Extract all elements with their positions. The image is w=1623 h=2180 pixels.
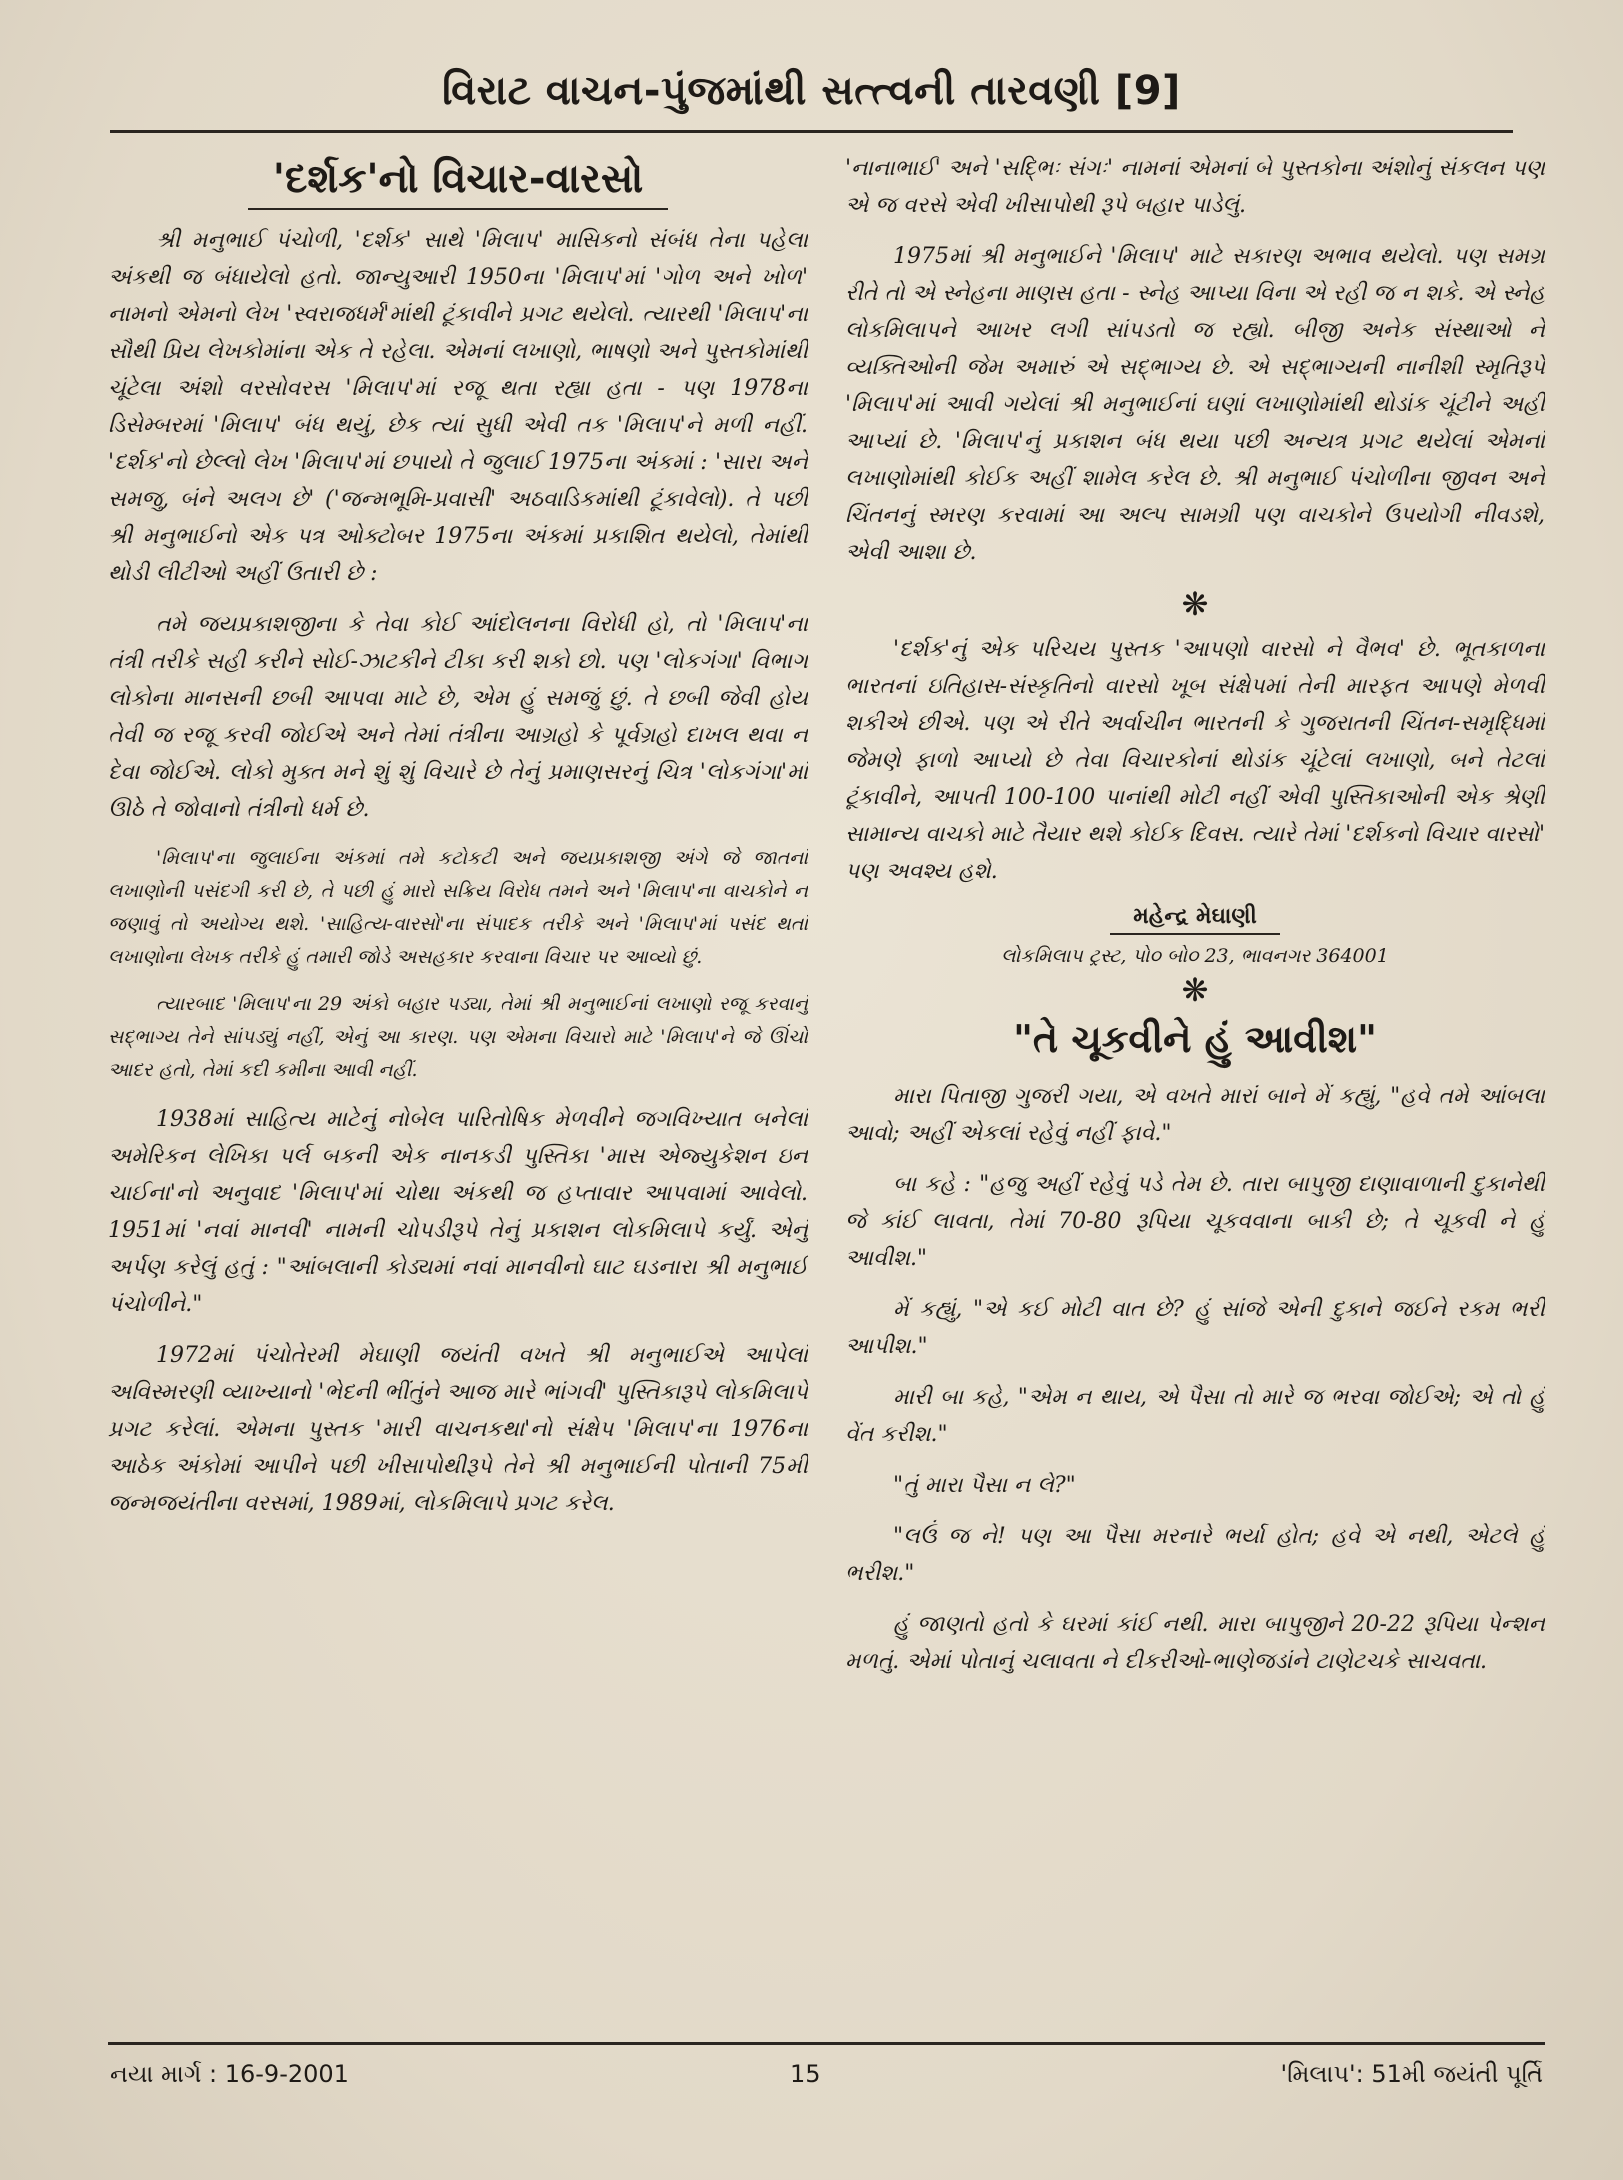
story-paragraph: મેં કહ્યું, "એ કઈ મોટી વાત છે? હું સાંજે એની દુકાને જઈને રકમ ભરી આપીશ." [845, 1297, 1545, 1359]
page-number: 15 [790, 2060, 821, 2088]
footer-supplement-name: 'મિલાપ': 51મી જયંતી પૂર્તિ [1280, 2060, 1543, 2088]
story-paragraph: મારી બા કહે, "એમ ન થાય, એ પૈસા તો મારે જ ભરવા જોઈએ; એ તો હું વેંત કરીશ." [845, 1385, 1545, 1447]
article-paragraph: 1975માં શ્રી મનુભાઈને 'મિલાપ' માટે સકારણ અભાવ થયેલો. પણ સમગ્ર રીતે તો એ સ્નેહના માણસ હતા - સ્નેહ આપ્યા વિના એ રહી જ ન શકે. એ સ્નેહ લોકમિલાપને આખર લગી સાંપડતો જ રહ્યો. બીજી અનેક સંસ્થાઓ ને વ્યક્તિઓની જેમ અમારું એ સદ્ભાગ્ય છે. એ સદ્ભાગ્યની નાનીશી સ્મૃતિરૂપે 'મિલાપ'માં આવી ગયેલાં શ્રી મનુભાઈનાં ઘણાં લખાણોમાંથી થોડાંક ચૂંટીને અહીં આપ્યાં છે. 'મિલાપ'નું પ્રકાશન બંધ થયા પછી અન્યત્ર પ્રગટ થયેલાં એમનાં લખાણોમાંથી કોઈક અહીં શામેલ કરેલ છે. શ્રી મનુભાઈ પંચોળીના જીવન અને ચિંતનનું સ્મરણ કરવામાં આ અલ્પ સામગ્રી પણ વાચકોને ઉપયોગી નીવડશે, એવી આશા છે. [845, 244, 1545, 565]
article-paragraph: 'નાનાભાઈ' અને 'સદ્ભિઃ સંગઃ' નામનાં એમનાં બે પુસ્તકોના અંશોનું સંકલન પણ એ જ વરસે એવી ખીસાપોથી રૂપે બહાર પાડેલું. [845, 156, 1545, 218]
story-paragraph: મારા પિતાજી ગુજરી ગયા, એ વખતે મારાં બાને મેં કહ્યું, "હવે તમે આંબલા આવો; અહીં એકલાં રહેવું નહીં ફાવે." [845, 1084, 1545, 1146]
article-paragraph: શ્રી મનુભાઈ પંચોળી, 'દર્શક' સાથે 'મિલાપ' માસિકનો સંબંધ તેના પહેલા અંકથી જ બંધાયેલો હતો. જાન્યુઆરી 1950ના 'મિલાપ'માં 'ગોળ અને ખોળ' નામનો એમનો લેખ 'સ્વરાજધર્મ'માંથી ટૂંકાવીને પ્રગટ થયેલો. ત્યારથી 'મિલાપ'ના સૌથી પ્રિય લેખકોમાંના એક તે રહેલા. એમનાં લખાણો, ભાષણો અને પુસ્તકોમાંથી ચૂંટેલા અંશો વરસોવરસ 'મિલાપ'માં રજૂ થતા રહ્યા હતા - પણ 1978ના ડિસેમ્બરમાં 'મિલાપ' બંધ થયું, છેક ત્યાં સુધી એવી તક 'મિલાપ'ને મળી નહીં. 'દર્શક'નો છેલ્લો લેખ 'મિલાપ'માં છપાયો તે જુલાઈ 1975ના અંકમાં : 'સારા અને સમજુ, બંને અલગ છે' ('જન્મભૂમિ-પ્રવાસી' અઠવાડિકમાંથી ટૂંકાવેલો). તે પછી શ્રી મનુભાઈનો એક પત્ર ઓક્ટોબર 1975ના અંકમાં પ્રકાશિત થયેલો, તેમાંથી થોડી લીટીઓ અહીં ઉતારી છે : [108, 228, 808, 586]
flower-ornament-icon: ❋ [1181, 971, 1209, 1009]
page-header [110, 68, 1513, 128]
signature-underline [1110, 933, 1280, 935]
article-paragraph: 'દર્શક'નું એક પરિચય પુસ્તક 'આપણો વારસો ને વૈભવ' છે. ભૂતકાળના ભારતનાં ઇતિહાસ-સંસ્કૃતિનો વારસો ખૂબ સંક્ષેપમાં તેની મારફત આપણે મેળવી શકીએ છીએ. પણ એ રીતે અર્વાચીન ભારતની કે ગુજરાતની ચિંતન-સમૃદ્ધિમાં જેમણે ફાળો આપ્યો છે તેવા વિચારકોનાં થોડાંક ચૂંટેલાં લખાણો, બને તેટલાં ટૂંકાવીને, આપતી 100-100 પાનાંથી મોટી નહીં એવી પુસ્તિકાઓની એક શ્રેણી સામાન્ય વાચકો માટે તૈયાર થશે કોઈક દિવસ. ત્યારે તેમાં 'દર્શકનો વિચાર વારસો' પણ અવશ્ય હશે. [845, 637, 1545, 884]
story-paragraph: બા કહે : "હજુ અહીં રહેવું પડે તેમ છે. તારા બાપુજી દાણાવાળાની દુકાનેથી જે કાંઈ લાવતા, તેમાં 70-80 રૂપિયા ચૂકવવાના બાકી છે; તે ચૂકવી ને હું આવીશ." [845, 1172, 1545, 1271]
footer-rule [108, 2042, 1545, 2045]
flower-ornament-icon: ❋ [1181, 585, 1209, 623]
article-paragraph: 1972માં પંચોતેરમી મેઘાણી જયંતી વખતે શ્રી મનુભાઈએ આપેલાં અવિસ્મરણી વ્યાખ્યાનો 'ભેદની ભીંતુંને આજ મારે ભાંગવી' પુસ્તિકારૂપે લોકમિલાપે પ્રગટ કરેલાં. એમના પુસ્તક 'મારી વાચનકથા'નો સંક્ષેપ 'મિલાપ'ના 1976ના આઠેક અંકોમાં આપીને પછી ખીસાપોથીરૂપે તેને શ્રી મનુભાઈની પોતાની 75મી જન્મજયંતીના વરસમાં, 1989માં, લોકમિલાપે પ્રગટ કરેલ. [108, 1343, 808, 1516]
left-column [108, 150, 808, 2040]
right-column [845, 150, 1545, 2040]
story-title: "તે ચૂકવીને હું આવીશ" [1013, 1017, 1377, 1061]
series-title: વિરાટ વાચન-પુંજમાંથી સત્ત્વની તારવણી [9] [442, 68, 1181, 114]
publisher-address: લોકમિલાપ ટ્રસ્ટ, પો૦ બો૦ 23, ભાવનગર 364001 [1001, 945, 1389, 967]
quoted-letter-paragraph: 'મિલાપ'ના જુલાઈના અંકમાં તમે કટોકટી અને જયપ્રકાશજી અંગે જે જાતનાં લખાણોની પસંદગી કરી છે, તે પછી હું મારો સક્રિય વિરોધ તમને અને 'મિલાપ'ના વાચકોને ન જણાવું તો અયોગ્ય થશે. 'સાહિત્ય-વારસો'ના સંપાદક તરીકે અને 'મિલાપ'માં પસંદ થતાં લખાણોના લેખક તરીકે હું તમારી જોડે અસહકાર કરવાના વિચાર પર આવ્યો છું. [108, 847, 808, 968]
header-rule [110, 130, 1513, 133]
story-paragraph: "તું મારા પૈસા ન લે?" [893, 1473, 1076, 1498]
author-signature: મહેન્દ્ર મેઘાણી [1133, 904, 1257, 929]
article-title: 'દર્શક'નો વિચાર-વારસો [272, 156, 644, 202]
title-underline [248, 208, 668, 210]
quoted-letter-paragraph: તમે જયપ્રકાશજીના કે તેવા કોઈ આંદોલનના વિરોધી હો, તો 'મિલાપ'ના તંત્રી તરીકે સહી કરીને સોઈ-ઝાટકીને ટીકા કરી શકો છો. પણ 'લોકગંગા' વિભાગ લોકોના માનસની છબી આપવા માટે છે, એમ હું સમજું છું. તે છબી જેવી હોય તેવી જ રજૂ કરવી જોઈએ અને તેમાં તંત્રીના આગ્રહો કે પૂર્વગ્રહો દાખલ થવા ન દેવા જોઈએ. લોકો મુક્ત મને શું શું વિચારે છે તેનું પ્રમાણસરનું ચિત્ર 'લોકગંગા'માં ઊઠે તે જોવાનો તંત્રીનો ધર્મ છે. [108, 612, 808, 822]
article-paragraph: ત્યારબાદ 'મિલાપ'ના 29 અંકો બહાર પડ્યા, તેમાં શ્રી મનુભાઈનાં લખાણો રજૂ કરવાનું સદ્ભાગ્ય તેને સાંપડ્યું નહીં, એનું આ કારણ. પણ એમના વિચારો માટે 'મિલાપ'ને જે ઊંચો આદર હતો, તેમાં કદી કમીના આવી નહીં. [108, 993, 808, 1081]
article-paragraph: 1938માં સાહિત્ય માટેનું નોબેલ પારિતોષિક મેળવીને જગવિખ્યાત બનેલાં અમેરિકન લેખિકા પર્લ બકની એક નાનકડી પુસ્તિકા 'માસ એજ્યુકેશન ઇન ચાઈના'નો અનુવાદ 'મિલાપ'માં ચોથા અંકથી જ હપ્તાવાર આપવામાં આવેલો. 1951માં 'નવાં માનવી' નામની ચોપડીરૂપે તેનું પ્રકાશન લોકમિલાપે કર્યું. એનું અર્પણ કરેલું હતું : "આંબલાની કોડ્યમાં નવાં માનવીનો ઘાટ ઘડનારા શ્રી મનુભાઈ પંચોળીને." [108, 1107, 808, 1317]
footer-issue-date: નયા માર્ગ : 16-9-2001 [110, 2060, 349, 2088]
story-paragraph: "લઉં જ ને! પણ આ પૈસા મરનારે ભર્યા હોત; હવે એ નથી, એટલે હું ભરીશ." [845, 1524, 1545, 1586]
story-paragraph: હું જાણતો હતો કે ઘરમાં કાંઈ નથી. મારા બાપુજીને 20-22 રૂપિયા પેન્શન મળતું. એમાં પોતાનું ચલાવતા ને દીકરીઓ-ભાણેજડાંને ટાણેટચકે સાચવતા. [845, 1612, 1545, 1674]
